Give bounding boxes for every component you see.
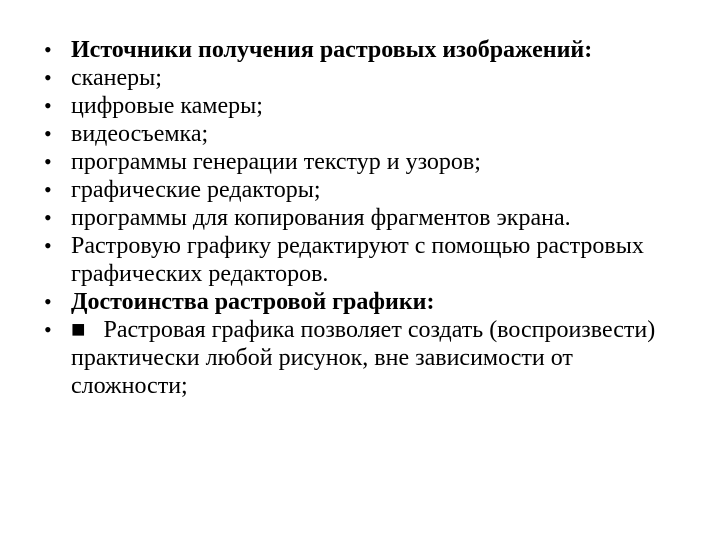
bullet-text: программы генерации текстур и узоров; bbox=[71, 149, 481, 175]
bullet-item-texture-programs bbox=[44, 148, 694, 176]
bullet-icon: • bbox=[44, 317, 52, 342]
bullet-item-any-image bbox=[44, 316, 694, 400]
bullet-text: сканеры; bbox=[71, 65, 162, 91]
bullet-icon: • bbox=[44, 121, 52, 146]
bullet-list bbox=[44, 36, 694, 400]
bullet-item-heading-advantages bbox=[44, 288, 694, 316]
bullet-text: Достоинства растровой графики: bbox=[71, 289, 435, 315]
bullet-icon: • bbox=[44, 65, 52, 90]
bullet-icon: • bbox=[44, 205, 52, 230]
bullet-item-scanners bbox=[44, 64, 694, 92]
bullet-item-raster-editing bbox=[44, 232, 694, 288]
bullet-item-heading-sources bbox=[44, 36, 694, 64]
bullet-item-screen-capture bbox=[44, 204, 694, 232]
bullet-item-graphic-editors bbox=[44, 176, 694, 204]
bullet-text: Источники получения растровых изображений: bbox=[71, 37, 593, 63]
bullet-text: графические редакторы; bbox=[71, 177, 321, 203]
bullet-text: цифровые камеры; bbox=[71, 93, 263, 119]
square-bullet-icon: ■ bbox=[71, 317, 86, 343]
bullet-item-video bbox=[44, 120, 694, 148]
bullet-item-digital-cameras bbox=[44, 92, 694, 120]
bullet-icon: • bbox=[44, 37, 52, 62]
bullet-text: программы для копирования фрагментов экрана. bbox=[71, 205, 571, 231]
bullet-icon: • bbox=[44, 93, 52, 118]
bullet-icon: • bbox=[44, 177, 52, 202]
bullet-icon: • bbox=[44, 233, 52, 258]
bullet-text: Растровая графика позволяет создать (воспроизвести) практически любой рисунок, вне зависимости от сложности; bbox=[71, 317, 656, 399]
bullet-text: Растровую графику редактируют с помощью растровых графических редакторов. bbox=[71, 233, 644, 287]
bullet-icon: • bbox=[44, 149, 52, 174]
bullet-icon: • bbox=[44, 289, 52, 314]
bullet-text: видеосъемка; bbox=[71, 121, 209, 147]
